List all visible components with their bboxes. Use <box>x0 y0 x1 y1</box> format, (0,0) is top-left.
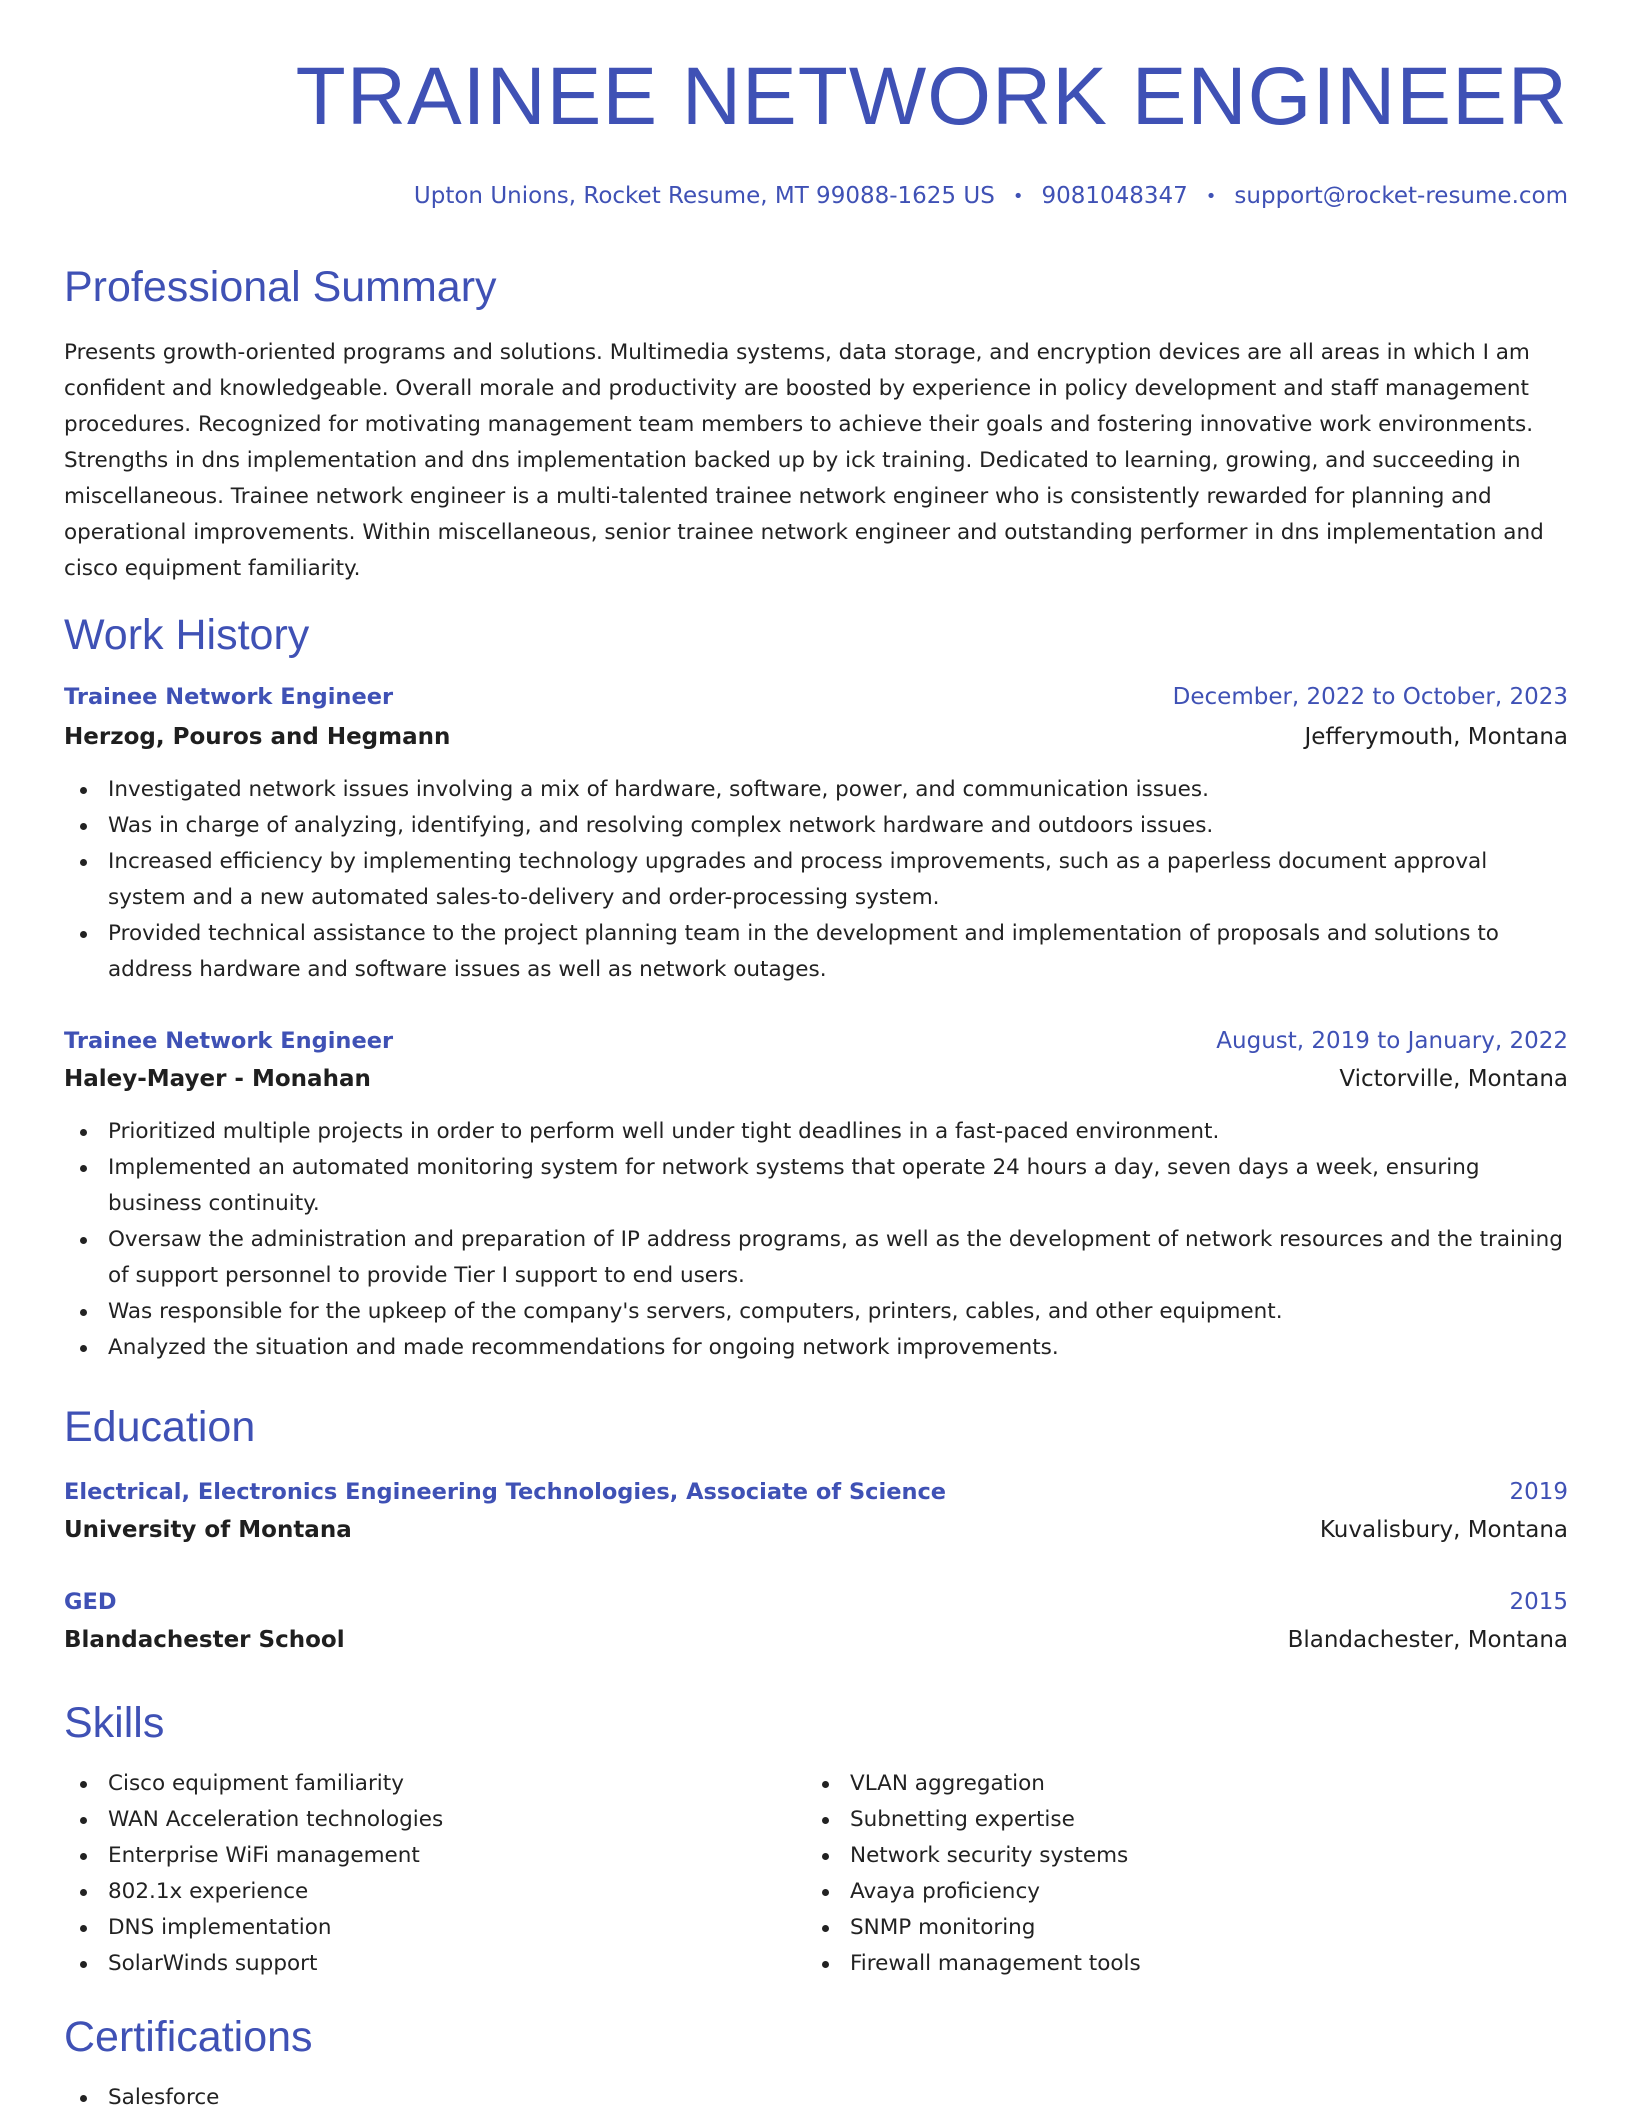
education-location: Kuvalisbury, Montana <box>1319 1517 1568 1543</box>
job-role: Trainee Network Engineer <box>64 684 394 710</box>
list-item: Cisco equipment familiarity <box>64 1766 1568 1802</box>
list-item: DNS implementation <box>64 1910 1568 1946</box>
education-degree: Electrical, Electronics Engineering Technologies, Associate of Science <box>64 1479 947 1505</box>
contact-address: Upton Unions, Rocket Resume, MT 99088-1625 US <box>413 183 995 209</box>
list-item: VLAN aggregation <box>806 1766 1632 1802</box>
section-title-education: Education <box>64 1403 256 1451</box>
list-item: WAN Acceleration technologies <box>64 1802 1568 1838</box>
job-location: Jefferymouth, Montana <box>1304 724 1568 750</box>
list-item: Avaya proficiency <box>806 1874 1632 1910</box>
job-bullets <box>64 772 1568 988</box>
job-dates: August, 2019 to January, 2022 <box>1216 1028 1568 1054</box>
education-school-row <box>64 1519 1568 1542</box>
candidate-title: TRAINEE NETWORK ENGINEER <box>295 51 1568 142</box>
education-school: Blandachester School <box>64 1627 345 1653</box>
job-role: Trainee Network Engineer <box>64 1028 394 1054</box>
skills-list-right <box>806 1766 1632 1982</box>
contact-line <box>414 183 1568 209</box>
list-item: Network security systems <box>806 1838 1632 1874</box>
list-item: Prioritized multiple projects in order to perform well under tight deadlines in a fast-paced environment. <box>64 1114 1568 1150</box>
education-header <box>64 1481 1568 1504</box>
education-header <box>64 1591 1568 1614</box>
list-item: Was responsible for the upkeep of the company's servers, computers, printers, cables, and other equipment. <box>64 1294 1568 1330</box>
job-location: Victorville, Montana <box>1339 1066 1568 1092</box>
summary-text: Presents growth-oriented programs and solutions. Multimedia systems, data storage, and encryption devices are all areas in which I am confident and knowledgeable. Overall morale and productivity are boosted by experience in policy development and staff management procedures. Recognized for motivating management team members to achieve their goals and fostering innovative work environments. Strengths in dns implementation and dns implementation backed up by ick training. Dedicated to learning, growing, and succeeding in miscellaneous. Trainee network engineer is a multi-talented trainee network engineer who is consistently rewarded for planning and operational improvements. Within miscellaneous, senior trainee network engineer and outstanding performer in dns implementation and cisco equipment familiarity. <box>64 340 1544 581</box>
list-item: Oversaw the administration and preparation of IP address programs, as well as the development of network resources and the training of support personnel to provide Tier I support to end users. <box>64 1222 1568 1294</box>
certifications-list <box>64 2080 1568 2112</box>
list-item: Increased efficiency by implementing technology upgrades and process improvements, such as a paperless document approval system and a new automated sales-to-delivery and order-processing system. <box>64 844 1568 916</box>
section-title-skills: Skills <box>64 1699 165 1747</box>
job-company: Haley-Mayer - Monahan <box>64 1066 371 1092</box>
list-item: SolarWinds support <box>64 1946 1568 1982</box>
list-item: Analyzed the situation and made recommendations for ongoing network improvements. <box>64 1330 1568 1366</box>
section-title-certifications: Certifications <box>64 2013 313 2061</box>
education-school: University of Montana <box>64 1517 352 1543</box>
job-company: Herzog, Pouros and Hegmann <box>64 724 451 750</box>
job-header <box>64 1030 1568 1053</box>
list-item: Enterprise WiFi management <box>64 1838 1568 1874</box>
list-item: 802.1x experience <box>64 1874 1568 1910</box>
job-bullets <box>64 1114 1568 1366</box>
section-title-work-history: Work History <box>64 611 310 659</box>
list-item: Provided technical assistance to the project planning team in the development and implementation of proposals and solutions to address hardware and software issues as well as network outages. <box>64 916 1568 988</box>
education-degree: GED <box>64 1589 117 1615</box>
section-title-summary: Professional Summary <box>64 263 497 311</box>
list-item: Firewall management tools <box>806 1946 1632 1982</box>
list-item: Implemented an automated monitoring system for network systems that operate 24 hours a day, seven days a week, ensuring business continuity. <box>64 1150 1568 1222</box>
separator-dot: • <box>1205 185 1217 207</box>
job-header <box>64 686 1568 709</box>
education-year: 2019 <box>1509 1479 1568 1505</box>
job-org-row <box>64 726 1568 749</box>
education-location: Blandachester, Montana <box>1287 1627 1568 1653</box>
list-item: Salesforce <box>64 2080 1568 2112</box>
education-school-row <box>64 1629 1568 1652</box>
list-item: Was in charge of analyzing, identifying, and resolving complex network hardware and outdoors issues. <box>64 808 1568 844</box>
list-item: SNMP monitoring <box>806 1910 1632 1946</box>
education-year: 2015 <box>1509 1589 1568 1615</box>
job-org-row <box>64 1068 1568 1091</box>
contact-email[interactable]: support@rocket-resume.com <box>1234 183 1568 209</box>
separator-dot: • <box>1012 185 1024 207</box>
list-item: Investigated network issues involving a mix of hardware, software, power, and communication issues. <box>64 772 1568 808</box>
contact-phone: 9081048347 <box>1041 183 1188 209</box>
job-dates: December, 2022 to October, 2023 <box>1172 684 1568 710</box>
list-item: Subnetting expertise <box>806 1802 1632 1838</box>
